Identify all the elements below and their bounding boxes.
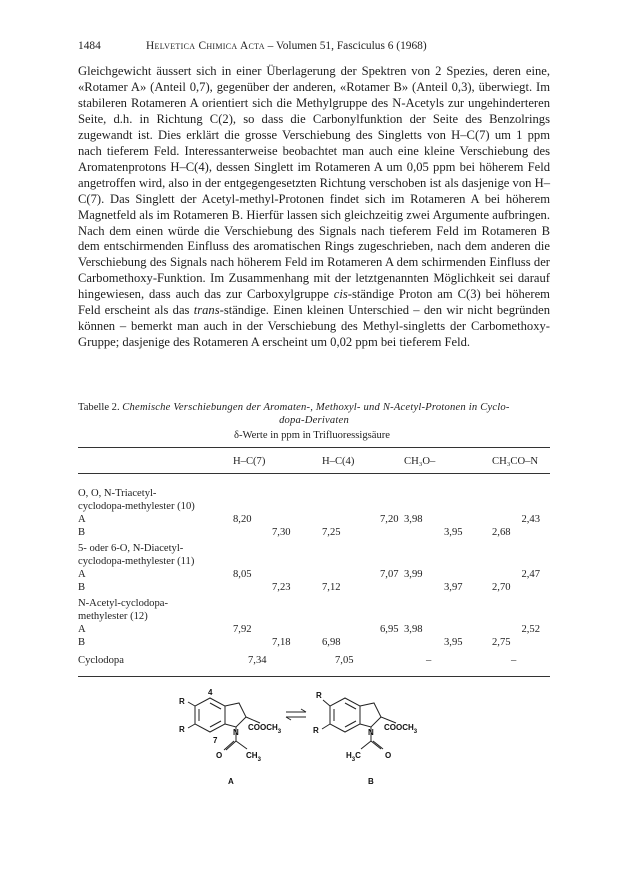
scheme-b-methyl-text: H — [346, 751, 352, 760]
running-title — [146, 40, 427, 52]
rotamer-label: B — [78, 582, 86, 593]
running-header — [78, 40, 550, 56]
table-cell: 2,68 — [492, 527, 511, 538]
rotamer-label: B — [78, 527, 86, 538]
table-caption — [78, 401, 550, 427]
table-cell: 7,23 — [272, 582, 291, 593]
scheme-b-methyl — [346, 751, 361, 763]
body-text — [78, 64, 550, 351]
scheme-b-r-bottom: R — [313, 726, 319, 735]
journal-name: Helvetica Chimica Acta — [146, 40, 265, 52]
table-cell: 3,99 — [404, 569, 423, 580]
page-number: 1484 — [78, 40, 101, 52]
table-cell: 2,70 — [492, 582, 511, 593]
table-rule-top — [78, 447, 550, 448]
table-cell: 7,18 — [272, 637, 291, 648]
scheme-a-r-bottom: R — [179, 725, 185, 734]
table-cell: 3,98 — [404, 624, 423, 635]
scheme-a-oxygen: O — [216, 751, 223, 760]
scheme-a-ester-text: COOCH — [248, 723, 278, 732]
table-cell: 2,75 — [492, 637, 511, 648]
scheme-label-a: A — [228, 777, 234, 786]
rotamer-label: A — [78, 624, 86, 635]
scheme-b-ester-text: COOCH — [384, 723, 414, 732]
table-rule-header — [78, 473, 550, 474]
scheme-a-r-top: R — [179, 697, 185, 706]
table-cell: 3,97 — [444, 582, 463, 593]
scheme-b-ester-sub: 3 — [413, 729, 418, 735]
table-title-line-1: Chemische Verschiebungen der Aromaten-, Methoxyl- und N-Acetyl-Protonen in Cyclo- — [122, 402, 510, 413]
column-header: H–C(7) — [233, 456, 266, 467]
table-label: Tabelle 2. — [78, 402, 120, 413]
scheme-a-methyl-sub: 3 — [257, 757, 261, 763]
compound-name: cyclodopa-methylester (10) — [78, 501, 195, 512]
scheme-a-methyl — [246, 751, 262, 763]
scheme-a-position-4: 4 — [208, 688, 213, 697]
table-cell: – — [426, 655, 432, 666]
rotamer-label: A — [78, 514, 86, 525]
table-rule-bottom — [78, 676, 550, 677]
scheme-b-nitrogen: N — [368, 728, 374, 737]
compound-name: Cyclodopa — [78, 655, 124, 666]
table-cell: 6,95 — [380, 624, 399, 635]
table-cell: 7,05 — [335, 655, 354, 666]
table-cell: 7,07 — [380, 569, 399, 580]
table-cell: 6,98 — [322, 637, 341, 648]
compound-name: cyclodopa-methylester (11) — [78, 556, 195, 567]
table-cell: 7,20 — [380, 514, 399, 525]
table-cell: 2,52 — [521, 624, 540, 635]
table-title-line-2: dopa-Derivaten — [279, 415, 349, 426]
scheme-a-ester-sub: 3 — [277, 729, 282, 735]
table-cell: 7,30 — [272, 527, 291, 538]
table-cell: – — [511, 655, 517, 666]
scheme-b-methyl-sub: 3 — [351, 757, 356, 763]
scheme-b-ester — [384, 723, 418, 735]
compound-name: methylester (12) — [78, 611, 148, 622]
table-cell: 2,47 — [521, 569, 540, 580]
scheme-b-methyl-c: C — [355, 751, 361, 760]
table-cell: 3,95 — [444, 527, 463, 538]
table-subheading: δ-Werte in ppm in Trifluoressigsäure — [234, 430, 390, 441]
table-cell: 3,95 — [444, 637, 463, 648]
compound-name: O, O, N-Triacetyl- — [78, 488, 157, 499]
column-header: CH₃CO–N — [492, 456, 539, 467]
table-cell: 8,05 — [233, 569, 252, 580]
table-cell: 7,92 — [233, 624, 252, 635]
rotamer-label: B — [78, 637, 86, 648]
scheme-a-nitrogen: N — [233, 728, 239, 737]
column-header: H–C(4) — [322, 456, 355, 467]
scheme-b-oxygen: O — [385, 751, 392, 760]
column-header: CH₃O– — [404, 456, 436, 467]
scheme-b-r-top: R — [316, 691, 322, 700]
table-cell: 7,34 — [248, 655, 267, 666]
compound-name: 5- oder 6-O, N-Diacetyl- — [78, 543, 184, 554]
table-cell: 7,12 — [322, 582, 341, 593]
rotamer-scheme — [150, 688, 480, 798]
compound-name: N-Acetyl-cyclodopa- — [78, 598, 169, 609]
scheme-a-methyl-text: CH — [246, 751, 258, 760]
volume-info: – Volumen 51, Fasciculus 6 (1968) — [264, 40, 427, 52]
scheme-label-b: B — [368, 777, 374, 786]
table-cell: 7,25 — [322, 527, 341, 538]
rotamer-label: A — [78, 569, 86, 580]
table-cell: 8,20 — [233, 514, 252, 525]
scheme-a-position-7: 7 — [213, 736, 218, 745]
table-cell: 3,98 — [404, 514, 423, 525]
table-cell: 2,43 — [521, 514, 540, 525]
scheme-a-ester — [248, 723, 282, 735]
body-paragraph: Gleichgewicht äussert sich in einer Überlagerung der Spektren von 2 Spezies, deren eine, «Rotamer A» (Anteil 0,7), gegenüber der anderen, «Rotamer B» (Anteil 0,3), überwiegt. Im stabileren Rotameren A orientiert sich die Methylgruppe des N-Acetyls zur ungehinderteren Seite, d.h. in Richtung C(2), so dass die Carbonylfunktion der Seite des Benzolrings zugewandt ist. Dies erklärt die grosse Verschiebung des Singletts von H–C(7) um 1 ppm nach tieferem Feld. Interessanterweise beobachtet man auch eine kleine Verschiebung des Aromatenprotons H–C(4), dessen Singlett im Rotameren A um 0,05 ppm bei höherem Feld angetroffen wird, also in der entgegengesetzten Richtung verschoben ist als dasjenige von H–C(7). Das Singlett der Acetyl-methyl-Protonen findet sich im Rotameren A bei höherem Magnetfeld als im Rotameren B. Hierfür lassen sich gleichzeitig zwei Argumente aufbringen. Nach dem einen würde die Verschiebung des Signals nach tieferem Feld im Rotameren B dem entschirmenden Einfluss des aromatischen Rings zugeschrieben, nach dem anderen die Verschiebung des Signals nach höherem Feld im Rotameren A dem schirmenden Einfluss der Carbomethoxy-Funktion. Im Zusammenhang mit der letztgenannten Möglichkeit sei darauf hingewiesen, dass auch das zur Carboxylgruppe cis-ständige Proton am C(3) bei höherem Feld erscheint als das trans-ständige. Einen kleinen Unterschied – den wir nicht begründen können – bemerkt man auch in der Verschiebung des Methyl-singletts der Carbomethoxy-Gruppe; dasjenige des Rotameren A erscheint um 0,02 ppm bei tieferem Feld. — [78, 64, 550, 350]
